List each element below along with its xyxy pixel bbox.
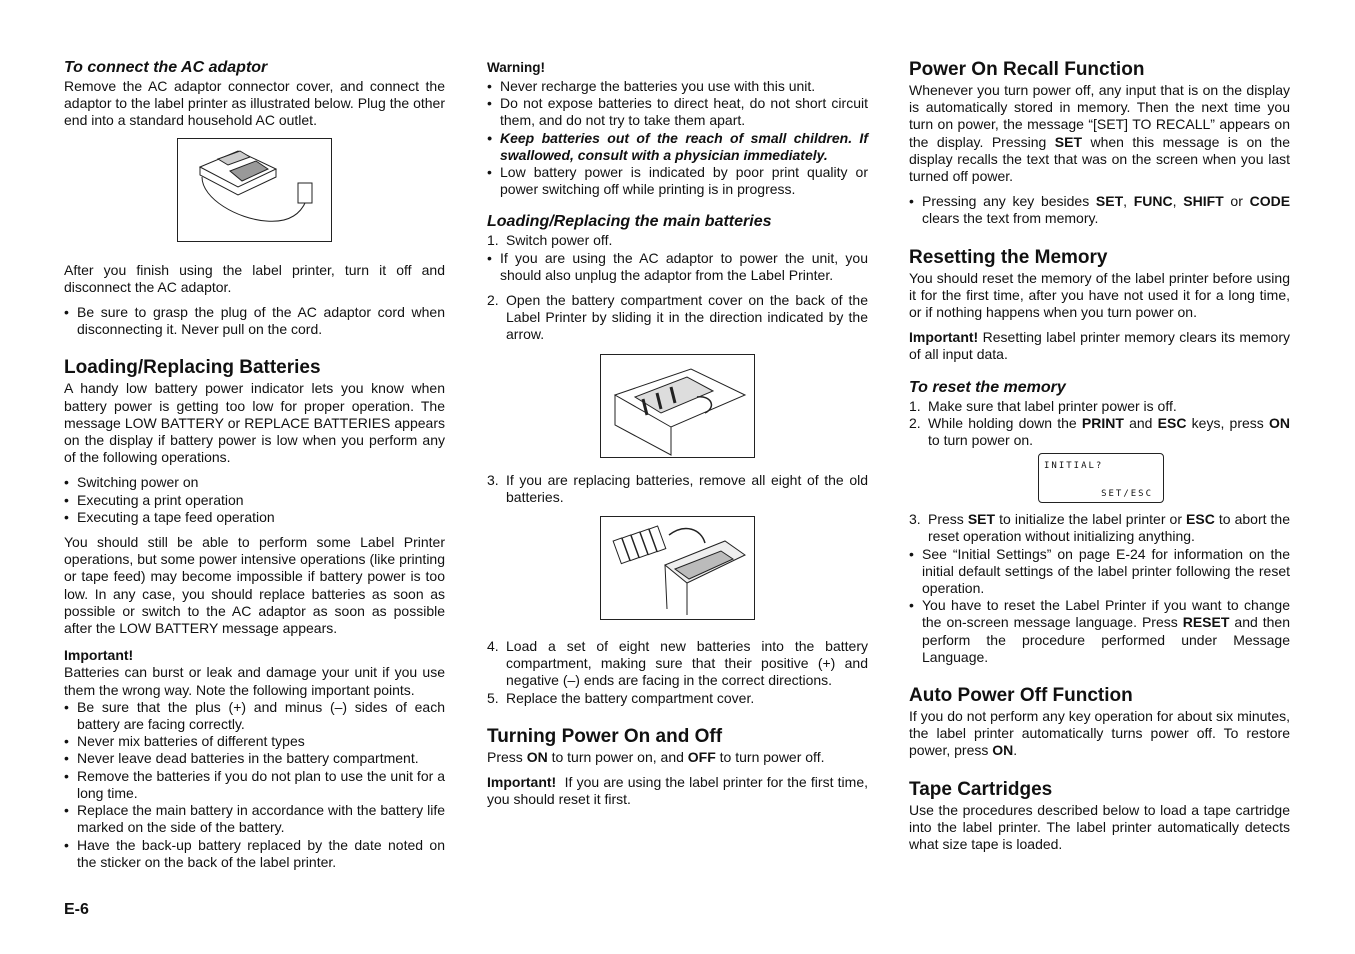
steps-list [487, 638, 868, 707]
batteries-text: A handy low battery power indicator lets you know when battery power is getting too low for proper operation. The message LOW BATTERY or REPLACE BATTERIES appears on the display if battery power is low when you perform any of the following operations. [64, 380, 445, 466]
reset-text: You should reset the memory of the label printer before using it for the first time, after you have not used it for a long time, or if nothing happens when you turn power on. [909, 269, 1290, 321]
page-number: E-6 [64, 901, 89, 918]
list-item: • See “Initial Settings” on page E-24 for information on the initial default settings of the label printer following the reset operation. [909, 546, 1290, 598]
power-text: Press ON to turn power on, and OFF to turn power off. [487, 748, 825, 765]
lcd-line-2: SET/ESC [1101, 489, 1153, 500]
list-item: 3. If you are replacing batteries, remove all eight of the old batteries. [487, 471, 868, 505]
list-item: • Have the back-up battery replaced by the date noted on the sticker on the back of the label printer. [64, 837, 445, 871]
steps-list [487, 292, 868, 344]
grasp-list [64, 304, 445, 338]
ac-adaptor-heading: To connect the AC adaptor [64, 59, 268, 76]
reset-notes [909, 546, 1290, 666]
still-able-text: You should still be able to perform some Label Printer operations, but some power intensive operations (like printing or tape feed) may become impossible if battery power is too low. In any case, you should replace batteries as soon as possible or switch to the AC adaptor as soon as possible after the LOW BATTERY message appears. [64, 534, 445, 637]
steps-list [487, 472, 868, 506]
list-item: 1. Make sure that label printer power is off. [909, 397, 1177, 414]
to-reset-heading: To reset the memory [909, 378, 1066, 396]
list-item: • Pressing any key besides SET, FUNC, SHIFT or CODE clears the text from memory. [909, 193, 1290, 227]
reset-heading: Resetting the Memory [909, 246, 1108, 268]
list-item: • Never mix batteries of different types [64, 733, 445, 750]
list-item: • Low battery power is indicated by poor print quality or power switching off while printing is in progress. [487, 164, 868, 198]
after-use-text: After you finish using the label printer, turn it off and disconnect the AC adaptor. [64, 261, 445, 295]
tape-heading: Tape Cartridges [909, 778, 1053, 800]
list-item: 3. Press SET to initialize the label printer or ESC to abort the reset operation without initializing anything. [909, 511, 1291, 545]
important-label: Important! [64, 647, 134, 664]
list-item: • Be sure that the plus (+) and minus (–) sides of each battery are facing correctly. [64, 699, 445, 733]
auto-power-heading: Auto Power Off Function [909, 685, 1133, 707]
column-3 [909, 58, 1290, 853]
recall-list [909, 193, 1290, 227]
list-item: • Replace the main battery in accordance with the battery life marked on the side of the battery. [64, 802, 445, 836]
power-important: Important! If you are using the label printer for the first time, you should reset it first. [487, 774, 868, 808]
list-item: • Keep batteries out of the reach of small children. If swallowed, consult with a physician immediately. [487, 130, 868, 164]
warning-list [487, 78, 868, 198]
steps-list [487, 232, 868, 249]
list-item: • Be sure to grasp the plug of the AC adaptor cord when disconnecting it. Never pull on the cord. [64, 304, 445, 338]
list-item: 4. Load a set of eight new batteries into the battery compartment, making sure that their positive (+) and negative (–) ends are facing in the correct directions. [487, 638, 868, 689]
tape-text: Use the procedures described below to load a tape cartridge into the label printer. The label printer automatically detects what size tape is loaded. [909, 801, 1290, 853]
step1-sub-list [487, 250, 868, 284]
column-1 [64, 58, 445, 871]
recall-heading: Power On Recall Function [909, 59, 1145, 80]
list-item: 2. Open the battery compartment cover on the back of the Label Printer by sliding it in the direction indicated by the arrow. [487, 292, 868, 343]
list-item: • If you are using the AC adaptor to power the unit, you should also unplug the adaptor from the Label Printer. [487, 250, 868, 284]
list-item: • Remove the batteries if you do not plan to use the unit for a long time. [64, 768, 445, 802]
column-2 [487, 58, 868, 808]
operations-list [64, 474, 445, 526]
important-text: Batteries can burst or leak and damage your unit if you use them the wrong way. Note the following important points. [64, 664, 445, 698]
reset-steps [909, 511, 1290, 545]
battery-cover-illustration [600, 354, 755, 458]
list-item: • Executing a print operation [64, 492, 445, 509]
batteries-heading: Loading/Replacing Batteries [64, 357, 321, 379]
auto-power-text: If you do not perform any key operation for about six minutes, the label printer automatically turns power off. To restore power, press ON. [909, 708, 1290, 759]
list-item: • Do not expose batteries to direct heat, do not short circuit them, and do not try to take them apart. [487, 95, 868, 129]
ac-adaptor-illustration [177, 138, 332, 242]
list-item: • Switching power on [64, 474, 445, 491]
lcd-line-1: INITIAL? [1044, 461, 1104, 472]
battery-removal-illustration [600, 516, 755, 620]
list-item: • Never leave dead batteries in the battery compartment. [64, 750, 445, 767]
list-item: • Executing a tape feed operation [64, 509, 445, 526]
list-item: 1. Switch power off. [487, 232, 613, 249]
recall-text: Whenever you turn power off, any input that is on the display is automatically stored in memory. Then the next time you turn on power, the message “[SET] TO RECALL” appears on the display. Pressing SET when this message is on the display recalls the text that was on the screen when you last turned off power. [909, 82, 1291, 185]
important-list [64, 699, 445, 871]
lcd-display [1038, 453, 1164, 503]
ac-adaptor-text: Remove the AC adaptor connector cover, and connect the adaptor to the label printer as illustrated below. Plug the other end into a standard household AC outlet. [64, 78, 445, 129]
reset-steps [909, 398, 1290, 450]
list-item: 2. While holding down the PRINT and ESC keys, press ON to turn power on. [909, 414, 1290, 449]
power-heading: Turning Power On and Off [487, 725, 723, 747]
reset-important: Important! Resetting label printer memory clears its memory of all input data. [909, 329, 1290, 363]
list-item: 5. Replace the battery compartment cover. [487, 689, 755, 706]
list-item: • You have to reset the Label Printer if you want to change the on-screen message language. Press RESET and then perform the procedure performed under Message Language. [909, 597, 1290, 666]
main-batteries-heading: Loading/Replacing the main batteries [487, 213, 772, 231]
warning-label: Warning! [487, 60, 545, 75]
list-item: • Never recharge the batteries you use with this unit. [487, 78, 868, 95]
